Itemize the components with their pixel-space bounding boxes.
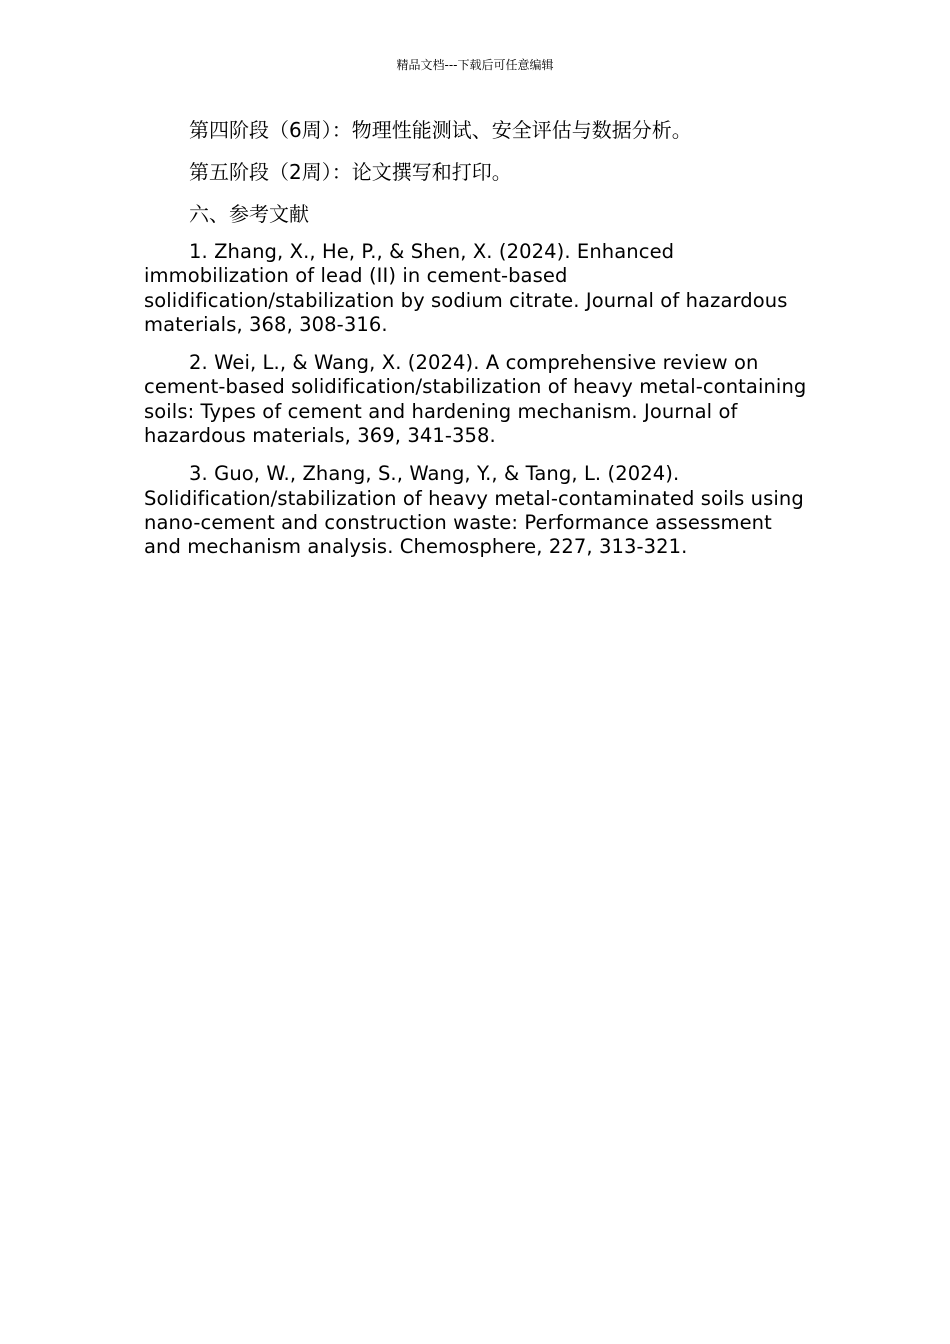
references-heading: 六、参考文献 [189,202,309,226]
reference-item: 1. Zhang, X., He, P., & Shen, X. (2024). Enhanced immobilization of lead (II) in cement-based solidification/stabilization by sodium citrate. Journal of hazardous materials, 368, 308-316. [144,240,788,336]
page-header: 精品文档---下载后可任意编辑 [396,58,554,72]
reference-item: 2. Wei, L., & Wang, X. (2024). A comprehensive review on cement-based solidification/stabilization of heavy metal-containing soils: Types of cement and hardening mechanism. Journal of hazardous materials, 369, 341-358. [144,351,807,448]
reference-item: 3. Guo, W., Zhang, S., Wang, Y., & Tang, L. (2024). Solidification/stabilization of heavy metal-contaminated soils using nano-cement and construction waste: Performance assessment and mechanism analysis. Chemosphere, 227, 313-321. [144,462,804,559]
schedule-stage-5: 第五阶段（2周）：论文撰写和打印。 [189,160,512,184]
document-body [144,116,812,574]
schedule-stage-4: 第四阶段（6周）：物理性能测试、安全评估与数据分析。 [189,118,692,142]
